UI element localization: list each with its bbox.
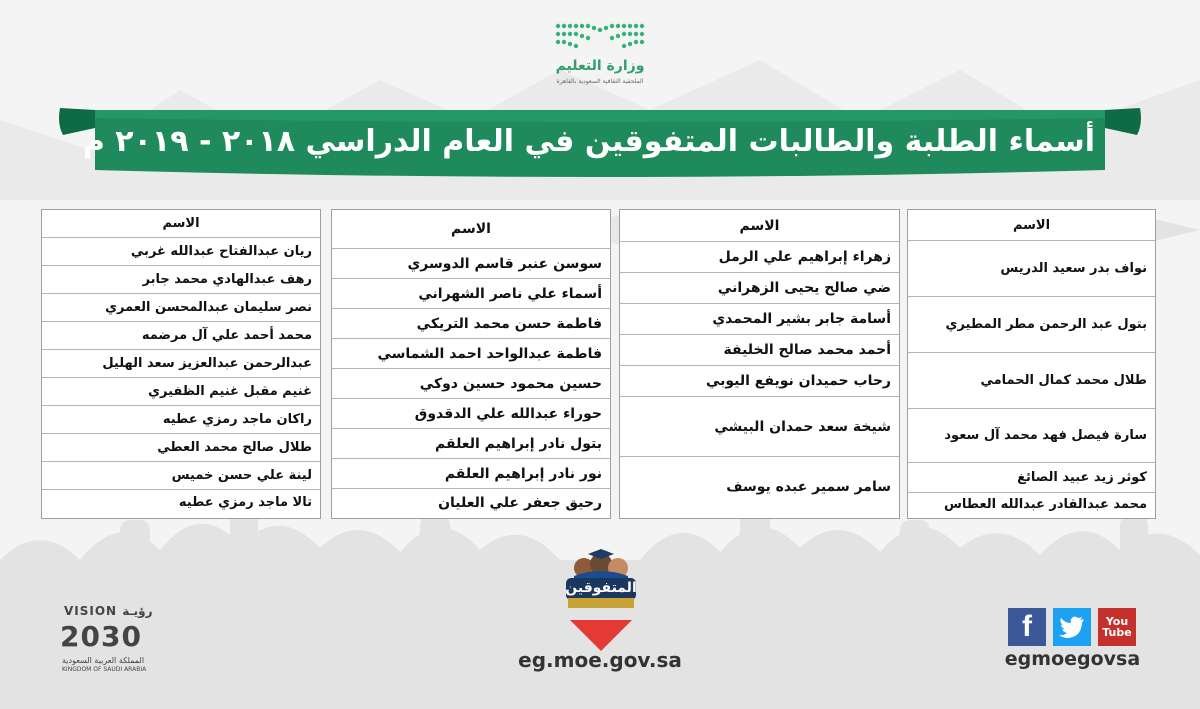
table-header-name: الاسم [451,221,491,237]
table-row: أسامة جابر بشير المحمدي [620,303,899,334]
table-row: غنيم مقبل غنيم الظفيري [42,377,320,405]
table-row: ضي صالح يحيى الزهراني [620,272,899,303]
table-row: راكان ماجد رمزي عطيه [42,405,320,433]
youtube-tube: Tube [1102,626,1132,639]
table-row: طلال محمد كمال الحمامي [908,352,1155,408]
vision-year: 2030 [60,620,142,653]
table-row: بتول نادر إبراهيم العلقم [332,428,610,458]
youtube-icon[interactable] [1098,608,1136,646]
honor-roll-table-2 [619,209,900,519]
honor-roll-table-1 [907,209,1156,519]
honor-roll-table-4 [41,209,321,519]
ministry-dots-icon [554,20,646,50]
achievers-badge-label: المتفوقين [565,580,637,596]
table-row: نصر سليمان عبدالمحسن العمري [42,293,320,321]
table-row: أسماء علي ناصر الشهراني [332,278,610,308]
table-row: زهراء إبراهيم علي الرمل [620,241,899,272]
website-link[interactable]: eg.moe.gov.sa [518,648,682,672]
ministry-subtitle: الملحقية الثقافية السعودية بالقاهرة [556,78,644,85]
table-row: سوسن عنبر قاسم الدوسري [332,248,610,278]
down-arrow-icon [570,620,632,651]
table-row: طلال صالح محمد العطي [42,433,320,461]
table-row: سامر سمير عبده يوسف [620,456,899,516]
table-header-name: الاسم [739,217,780,234]
honor-roll-table-3 [331,209,611,519]
table-row: لينة علي حسن خميس [42,461,320,489]
table-row: تالا ماجد رمزي عطيه [42,489,320,515]
table-row: كوثر زيد عبيد الصائغ [908,462,1155,492]
table-row: محمد عبدالقادر عبدالله العطاس [908,492,1155,516]
social-handle[interactable]: egmoegovsa [1004,648,1141,670]
ministry-logo [540,20,660,90]
table-header-name: الاسم [162,216,200,231]
vision-label: VISION رؤيـة [64,604,153,618]
table-row: رحاب حميدان نويفع اليوبي [620,365,899,396]
table-row: رهف عبدالهادي محمد جابر [42,265,320,293]
facebook-icon[interactable]: f [1008,608,1046,646]
table-row: شيخة سعد حمدان البيشي [620,396,899,456]
page-title: أسماء الطلبة والطالبات المتفوقين في العام الدراسي ٢٠١٨ - ٢٠١٩ م [82,124,1095,159]
ministry-name: وزارة التعليم [555,58,645,74]
table-header-name: الاسم [1012,217,1051,233]
table-row: نور نادر إبراهيم العلقم [332,458,610,488]
youtube-you: You [1105,615,1129,628]
twitter-icon[interactable] [1053,608,1091,646]
vision-2030-logo [60,602,170,672]
table-row: عبدالرحمن عبدالعزيز سعد الهليل [42,349,320,377]
table-row: بتول عبد الرحمن مطر المطيري [908,296,1155,352]
table-row: نواف بدر سعيد الدريس [908,240,1155,296]
table-row: فاطمة حسن محمد التريكي [332,308,610,338]
table-row: حسين محمود حسين دوكي [332,368,610,398]
table-row: محمد أحمد علي آل مرضمه [42,321,320,349]
kingdom-name-arabic: المملكة العربية السعودية [62,656,145,665]
table-row: أحمد محمد صالح الخليفة [620,334,899,365]
kingdom-name-english: KINGDOM OF SAUDI ARABIA [62,666,147,673]
table-row: ريان عبدالفتاح عبدالله غربي [42,237,320,265]
twitter-bird-icon [1059,616,1085,638]
table-row: فاطمة عبدالواحد احمد الشماسي [332,338,610,368]
table-row: رحيق جعفر علي العليان [332,488,610,516]
table-row: سارة فيصل فهد محمد آل سعود [908,408,1155,462]
table-row: حوراء عبدالله علي الدقدوق [332,398,610,428]
